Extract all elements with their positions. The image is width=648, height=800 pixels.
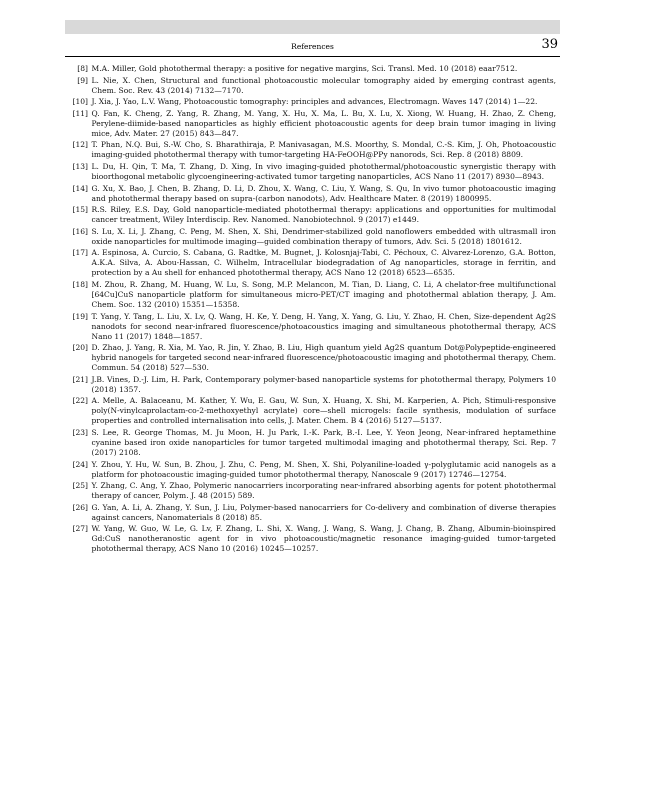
reference-item bbox=[68, 524, 556, 554]
reference-item bbox=[68, 205, 556, 225]
reference-text: T. Yang, Y. Tang, L. Liu, X. Lv, Q. Wang, H. Ke, Y. Deng, H. Yang, X. Yang, G. Liu, Y. Zhao, H. Chen, Size-dependent Ag2S nanodots for second near-infrared fluorescence/photoacoustics imaging and simultaneous photothermal therapy, ACS Nano 11 (2017) 1848—1857. bbox=[91, 311, 556, 341]
reference-item bbox=[68, 375, 556, 395]
reference-number: [12] bbox=[72, 140, 88, 150]
reference-item bbox=[68, 460, 556, 480]
reference-item bbox=[68, 503, 556, 523]
reference-text: L. Nie, X. Chen, Structural and functional photoacoustic molecular tomography aided by emerging contrast agents, Chem. Soc. Rev. 43 (2014) 7132—7170. bbox=[91, 75, 556, 95]
reference-item bbox=[68, 64, 556, 74]
reference-number: [19] bbox=[72, 311, 88, 321]
page-number: 39 bbox=[541, 37, 558, 52]
reference-number: [21] bbox=[72, 374, 88, 384]
reference-text: J.B. Vines, D.-J. Lim, H. Park, Contemporary polymer-based nanoparticle systems for photothermal therapy, Polymers 10 (2018) 1357. bbox=[91, 374, 556, 394]
reference-item bbox=[68, 248, 556, 278]
reference-item bbox=[68, 343, 556, 373]
reference-item bbox=[68, 97, 556, 107]
reference-number: [14] bbox=[72, 183, 88, 193]
reference-number: [25] bbox=[72, 481, 88, 491]
reference-number: [27] bbox=[72, 524, 88, 534]
reference-number: [9] bbox=[77, 75, 88, 85]
reference-text: G. Xu, X. Bao, J. Chen, B. Zhang, D. Li, D. Zhou, X. Wang, C. Liu, Y. Wang, S. Qu, In vivo tumor photoacoustic imaging and photothermal therapy based on supra-(carbon nanodots), Adv. Healthcare Mater. 8 (2019) 1800995. bbox=[91, 183, 556, 203]
reference-text: S. Lu, X. Li, J. Zhang, C. Peng, M. Shen, X. Shi, Dendrimer-stabilized gold nanoflowers embedded with ultrasmall iron oxide nanoparticles for multimode imaging—guided combination therapy of tumors, Adv. Sci. 5 (2018) 1801612. bbox=[91, 226, 556, 246]
reference-number: [16] bbox=[72, 226, 88, 236]
reference-text: A. Melle, A. Balaceanu, M. Kather, Y. Wu, E. Gau, W. Sun, X. Huang, X. Shi, M. Karperien, A. Pich, Stimuli-responsive poly(N-vinylcaprolactam-co-2-methoxyethyl acrylate) core—shell microgels: facile synthesis, modulation of surface properties and controlled internalisation into cells, J. Mater. Chem. B 4 (2016) 5127—5137. bbox=[91, 396, 556, 426]
reference-text: Q. Fan, K. Cheng, Z. Yang, R. Zhang, M. Yang, X. Hu, X. Ma, L. Bu, X. Lu, X. Xiong, W. Huang, H. Zhao, Z. Cheng, Perylene-diimide-based nanoparticles as highly efficient photoacoustic agents for deep brain tumor imaging in living mice, Adv. Mater. 27 (2015) 843—847. bbox=[91, 108, 556, 138]
running-header bbox=[65, 36, 560, 57]
reference-number: [15] bbox=[72, 205, 88, 215]
reference-text: R.S. Riley, E.S. Day, Gold nanoparticle-mediated photothermal therapy: applications and opportunities for multimodal cancer treatment, Wiley Interdiscip. Rev. Nanomed. Nanobiotechnol. 9 (2017) e1449. bbox=[91, 205, 556, 225]
reference-text: M.A. Miller, Gold photothermal therapy: a positive for negative margins, Sci. Transl. Med. 10 (2018) eaar7512. bbox=[91, 64, 518, 73]
reference-number: [18] bbox=[72, 279, 88, 289]
reference-text: J. Xia, J. Yao, L.V. Wang, Photoacoustic tomography: principles and advances, Electromagn. Waves 147 (2014) 1—22. bbox=[91, 97, 538, 107]
reference-item bbox=[68, 227, 556, 247]
reference-item bbox=[68, 396, 556, 426]
reference-list bbox=[68, 64, 556, 556]
reference-text: S. Lee, R. George Thomas, M. Ju Moon, H. Ju Park, I.-K. Park, B.-I. Lee, Y. Yeon Jeong, Near-infrared heptamethine cyanine based iron oxide nanoparticles for tumor targeted multimodal imaging and photothermal therapy, Sci. Rep. 7 (2017) 2108. bbox=[91, 427, 556, 457]
reference-item bbox=[68, 162, 556, 182]
reference-item bbox=[68, 109, 556, 139]
reference-number: [22] bbox=[72, 396, 88, 406]
reference-number: [23] bbox=[72, 427, 88, 437]
reference-item bbox=[68, 140, 556, 160]
reference-item bbox=[68, 184, 556, 204]
reference-number: [20] bbox=[72, 343, 88, 353]
reference-text: M. Zhou, R. Zhang, M. Huang, W. Lu, S. Song, M.P. Melancon, M. Tian, D. Liang, C. Li, A chelator-free multifunctional [64Cu]CuS nanoparticle platform for simultaneous micro-PET/CT imaging and photothermal ablation therapy, J. Am. Chem. Soc. 132 (2010) 15351—15358. bbox=[91, 279, 556, 309]
reference-item bbox=[68, 312, 556, 342]
running-title: References bbox=[291, 42, 334, 51]
reference-number: [26] bbox=[72, 502, 88, 512]
reference-item bbox=[68, 428, 556, 458]
reference-number: [17] bbox=[72, 248, 88, 258]
reference-item bbox=[68, 481, 556, 501]
reference-number: [24] bbox=[72, 459, 88, 469]
reference-item bbox=[68, 76, 556, 96]
reference-text: Y. Zhang, C. Ang, Y. Zhao, Polymeric nanocarriers incorporating near-infrared absorbing agents for potent photothermal therapy of cancer, Polym. J. 48 (2015) 589. bbox=[91, 481, 556, 501]
reference-number: [8] bbox=[77, 64, 88, 73]
reference-text: G. Yan, A. Li, A. Zhang, Y. Sun, J. Liu, Polymer-based nanocarriers for Co-delivery and combination of diverse therapies against cancers, Nanomaterials 8 (2018) 85. bbox=[91, 502, 556, 522]
reference-text: L. Du, H. Qin, T. Ma, T. Zhang, D. Xing, In vivo imaging-guided photothermal/photoacoustic synergistic therapy with bioorthogonal metabolic glycoengineering-activated tumor targeting nanoparticles, ACS Nano 11 (2017) 8930—8943. bbox=[91, 161, 556, 181]
reference-text: W. Yang, W. Guo, W. Le, G. Lv, F. Zhang, L. Shi, X. Wang, J. Wang, S. Wang, J. Chang, B. Zhang, Albumin-bioinspired Gd:CuS nanotheranostic agent for in vivo photoacoustic/magnetic resonance imaging-guided tumor-targeted photothermal therapy, ACS Nano 10 (2016) 10245—10257. bbox=[91, 524, 556, 554]
reference-item bbox=[68, 280, 556, 310]
reference-text: A. Espinosa, A. Curcio, S. Cabana, G. Radtke, M. Bugnet, J. Kolosnjaj-Tabi, C. Péchoux, C. Alvarez-Lorenzo, G.A. Botton, A.K.A. Silva, A. Abou-Hassan, C. Wilhelm, Intracellular biodegradation of Ag nanoparticles, storage in ferritin, and protection by a Au shell for enhanced photothermal therapy, ACS Nano 12 (2018) 6523—6535. bbox=[91, 248, 556, 278]
reference-number: [11] bbox=[72, 108, 88, 118]
reference-number: [13] bbox=[72, 161, 88, 171]
reference-number: [10] bbox=[72, 97, 88, 107]
top-gray-bar bbox=[65, 20, 560, 34]
reference-text: Y. Zhou, Y. Hu, W. Sun, B. Zhou, J. Zhu, C. Peng, M. Shen, X. Shi, Polyaniline-loaded γ-polyglutamic acid nanogels as a platform for photoacoustic imaging-guided tumor photothermal therapy, Nanoscale 9 (2017) 12746—12754. bbox=[91, 459, 556, 479]
reference-text: D. Zhao, J. Yang, R. Xia, M. Yao, R. Jin, Y. Zhao, B. Liu, High quantum yield Ag2S quantum Dot@Polypeptide-engineered hybrid nanogels for targeted second near-infrared fluorescence/photoacoustic imaging and photothermal therapy, Chem. Commun. 54 (2018) 527—530. bbox=[91, 343, 556, 373]
reference-text: T. Phan, N.Q. Bui, S.-W. Cho, S. Bharathiraja, P. Manivasagan, M.S. Moorthy, S. Mondal, C.-S. Kim, J. Oh, Photoacoustic imaging-guided photothermal therapy with tumor-targeting HA-FeOOH@PPy nanorods, Sci. Rep. 8 (2018) 8809. bbox=[91, 140, 556, 160]
